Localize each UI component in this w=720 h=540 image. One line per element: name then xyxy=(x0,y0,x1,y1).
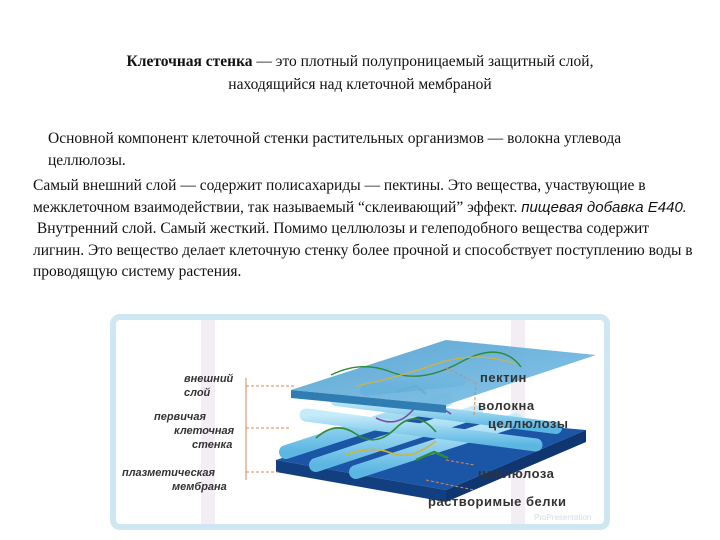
title-definition: — это плотный полупроницаемый защитный слой, xyxy=(252,53,594,70)
label-outer-layer-2: слой xyxy=(184,387,211,399)
slide-title xyxy=(60,50,660,96)
label-membrane-2: мембрана xyxy=(172,481,227,493)
title-term: Клеточная стенка xyxy=(126,53,253,70)
title-line-2: находящийся над клеточной мембраной xyxy=(228,76,492,93)
label-pectin: пектин xyxy=(480,370,527,385)
paragraph-main-component: Основной компонент клеточной стенки растительных организмов — волокна углевода целлюлозы. xyxy=(48,130,622,169)
label-cellulose: целлюлоза xyxy=(478,466,555,481)
paragraph-layers xyxy=(33,175,693,283)
outer-layer-text: Самый внешний слой — содержит полисахариды — пектины. Это вещества, участвующие в межклеточном взаимодействии, так называемый “склеивающий” эффект. xyxy=(33,177,646,216)
diagram-svg xyxy=(116,320,604,524)
watermark: ProPresentation xyxy=(534,513,592,522)
label-primary-wall-1: первичая xyxy=(154,411,206,423)
label-fibers-1: волокна xyxy=(478,398,535,413)
label-membrane-1: плазметическая xyxy=(122,467,215,479)
label-fibers-2: целлюлозы xyxy=(488,416,569,431)
food-additive-text: пищевая добавка Е440. xyxy=(521,198,687,216)
title-line-1 xyxy=(60,50,660,73)
inner-layer-text: Внутренний слой. Самый жесткий. Помимо целлюлозы и гелеподобного вещества содержит лигнин. Это вещество делает клеточную стенку более прочной и способствует поступлению воды в проводящую систему растения. xyxy=(33,220,693,280)
label-primary-wall-3: стенка xyxy=(192,439,233,451)
label-soluble-proteins: растворимые белки xyxy=(428,494,567,509)
label-outer-layer-1: внешний xyxy=(184,373,234,385)
label-primary-wall-2: клеточная xyxy=(174,425,235,437)
cell-wall-diagram xyxy=(110,314,610,530)
